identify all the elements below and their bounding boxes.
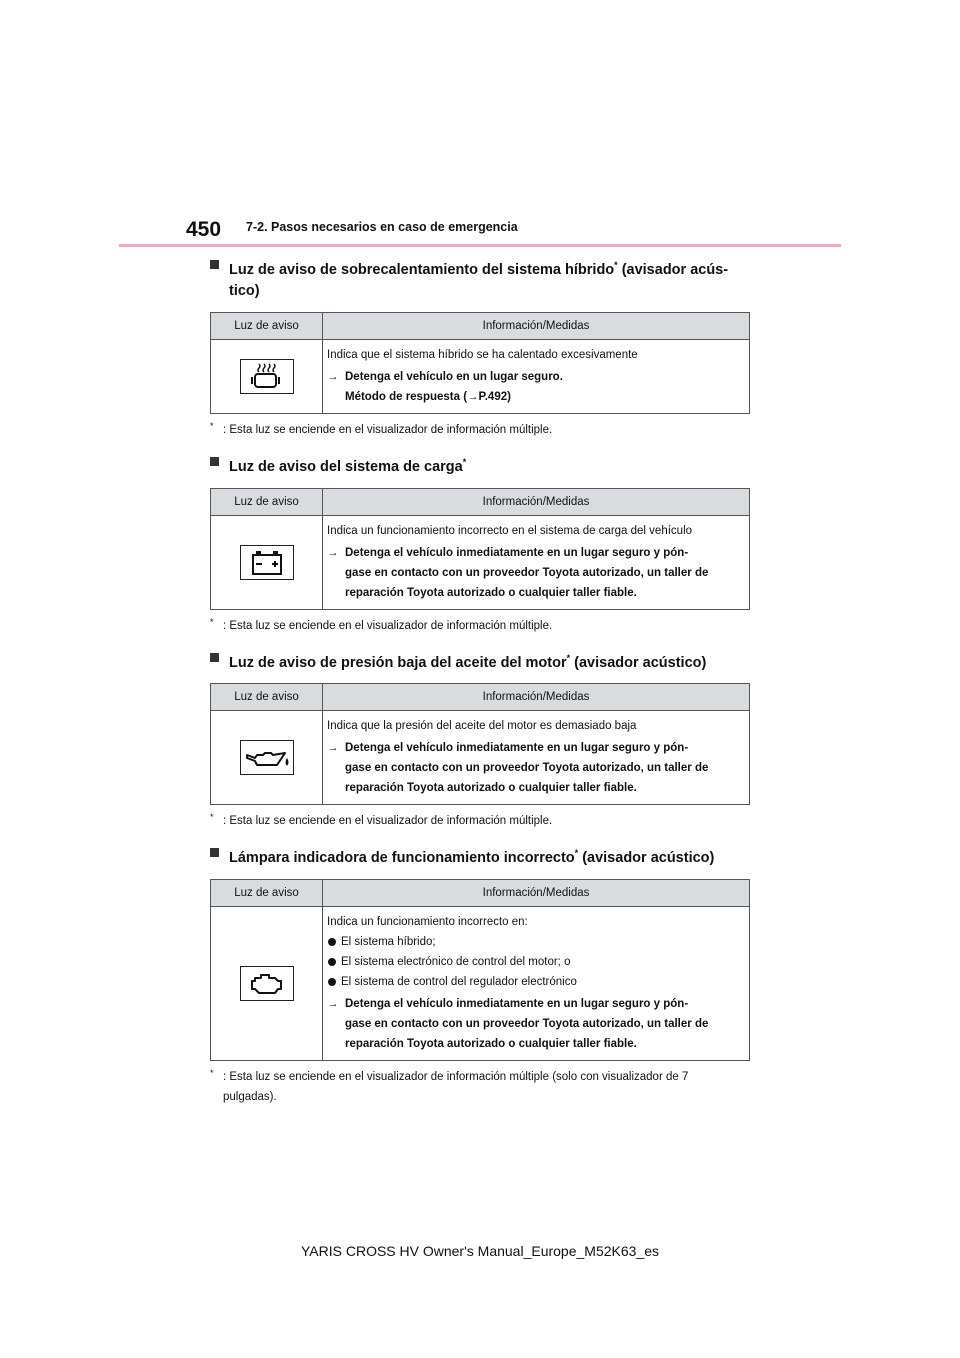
list-item: El sistema electrónico de control del motor; o (327, 952, 745, 972)
list-item: El sistema híbrido; (327, 932, 745, 952)
section-heading-oil-pressure: Luz de aviso de presión baja del aceite del motor* (avisador acústico) (210, 648, 750, 674)
footnote: * : Esta luz se enciende en el visualizador de información múltiple. (210, 616, 553, 632)
footer-manual-title: YARIS CROSS HV Owner's Manual_Europe_M52K63_es (300, 1243, 660, 1259)
action-oil-pressure: → Detenga el vehículo inmediatamente en un lugar seguro y pón- gase en contacto con un proveedor Toyota autorizado, un taller de reparación Toyota autorizado o cualquier taller fiable. (327, 742, 709, 795)
list-item: El sistema de control del regulador electrónico (327, 972, 745, 992)
col-header-warning-light: Luz de aviso (211, 684, 323, 711)
warning-table-charging-system: Luz de aviso Información/Medidas Indica un funcionamiento incorrecto en el sistema de carga del vehículo → Detenga el vehículo inmediatamente en un lugar seguro y pón- gase en contacto con un proveedor Toyota autorizado, un taller de reparación Toyota autorizado o cualquier taller fiable. (210, 488, 750, 610)
battery-icon (240, 545, 294, 580)
section-heading-hybrid-overheat: Luz de aviso de sobrecalentamiento del sistema híbrido* (avisador acús- tico) (210, 255, 750, 302)
col-header-warning-light: Luz de aviso (211, 488, 323, 515)
page-number: 450 (186, 218, 222, 241)
square-bullet-icon (210, 848, 219, 857)
action-charging-system: → Detenga el vehículo inmediatamente en un lugar seguro y pón- gase en contacto con un proveedor Toyota autorizado, un taller de reparación Toyota autorizado o cualquier taller fiable. (327, 546, 709, 599)
footnote: * : Esta luz se enciende en el visualizador de información múltiple. (210, 812, 553, 828)
action-hybrid-overheat: → Detenga el vehículo en un lugar seguro. Método de respuesta (→P.492) (327, 370, 563, 403)
oil-pressure-icon (240, 740, 294, 775)
warning-table-malfunction-indicator: Luz de aviso Información/Medidas Indica un funcionamiento incorrecto en: El sistema híbrido; El sistema electrónico de control del motor; o El sistema de control del regulador electrónico → Detenga el vehículo inmediatamente en un lugar seguro y pón- gase en contacto con un proveedor Toyota autorizado, un taller de reparación Toyota autorizado o cualquier taller fiable. (210, 879, 750, 1061)
check-engine-icon (240, 966, 294, 1001)
chapter-title: 7-2. Pasos necesarios en caso de emergencia (246, 220, 518, 234)
action-malfunction-indicator: → Detenga el vehículo inmediatamente en un lugar seguro y pón- gase en contacto con un proveedor Toyota autorizado, un taller de reparación Toyota autorizado o cualquier taller fiable. (327, 998, 709, 1051)
square-bullet-icon (210, 653, 219, 662)
col-header-warning-light: Luz de aviso (211, 312, 323, 339)
hybrid-overheat-icon (240, 359, 294, 394)
section-heading-charging-system: Luz de aviso del sistema de carga* (210, 452, 750, 478)
bullet-dot-icon (328, 978, 336, 986)
bullet-dot-icon (328, 938, 336, 946)
section-heading-malfunction-indicator: Lámpara indicadora de funcionamiento incorrecto* (avisador acústico) (210, 843, 750, 869)
warning-table-hybrid-overheat: Luz de aviso Información/Medidas Indica que el sistema híbrido se ha calentado excesivamente → Detenga el vehículo en un lugar seguro. Método de respuesta (→P.492) (210, 312, 750, 414)
page-content (210, 255, 750, 1107)
footnote: * : Esta luz se enciende en el visualizador de información múltiple. (210, 420, 553, 436)
square-bullet-icon (210, 260, 219, 269)
col-header-info: Información/Medidas (323, 684, 750, 711)
footnote: * : Esta luz se enciende en el visualizador de información múltiple (solo con visualizador de 7 pulgadas). (210, 1068, 689, 1104)
square-bullet-icon (210, 457, 219, 466)
col-header-warning-light: Luz de aviso (211, 880, 323, 907)
col-header-info: Información/Medidas (323, 880, 750, 907)
header-rule (119, 244, 841, 247)
col-header-info: Información/Medidas (323, 488, 750, 515)
bullet-dot-icon (328, 958, 336, 966)
warning-table-oil-pressure: Luz de aviso Información/Medidas Indica que la presión del aceite del motor es demasiado baja → Detenga el vehículo inmediatamente en un lugar seguro y pón- gase en contacto con un proveedor Toyota autorizado, un taller de reparación Toyota autorizado o cualquier taller fiable. (210, 683, 750, 805)
col-header-info: Información/Medidas (323, 312, 750, 339)
